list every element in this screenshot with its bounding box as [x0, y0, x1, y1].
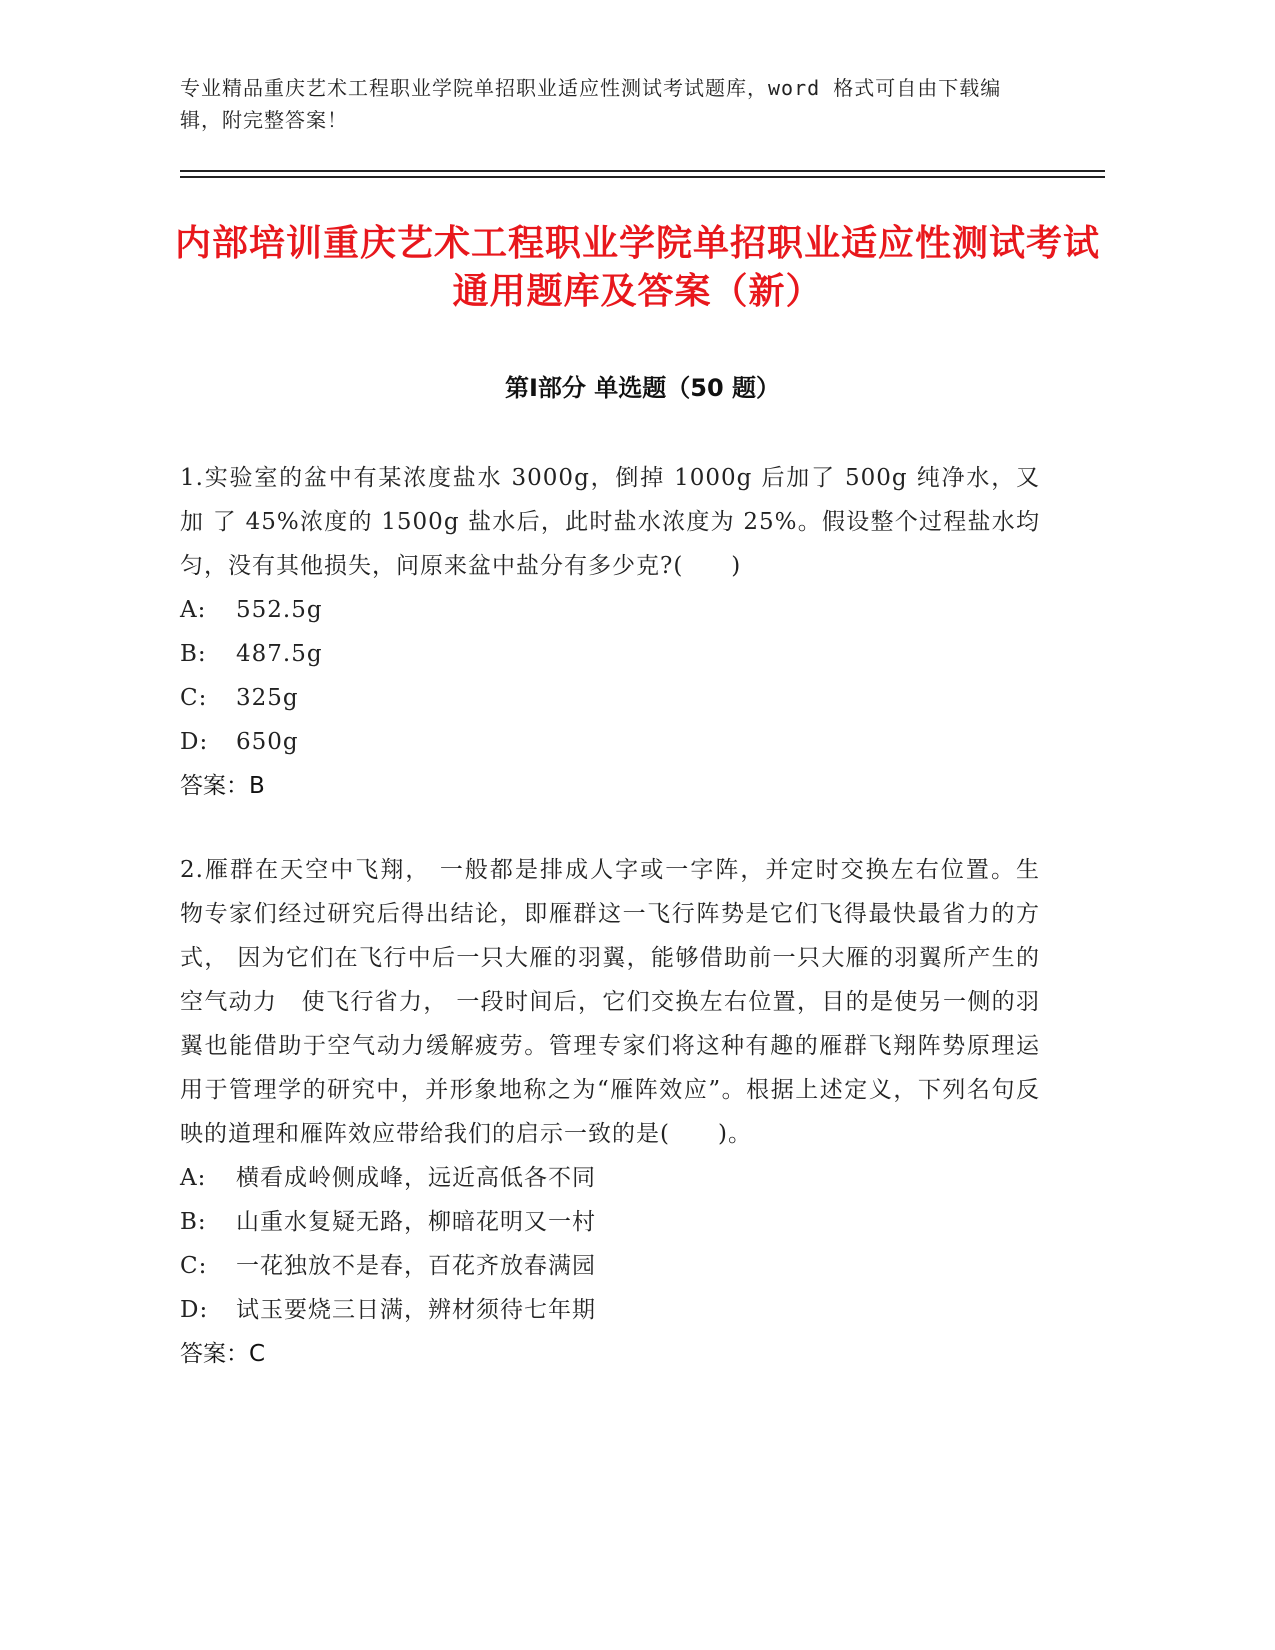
option-letter: C:	[180, 1253, 208, 1279]
question-1	[180, 456, 1040, 808]
option-b	[180, 1200, 1040, 1244]
option-letter: D:	[180, 729, 209, 755]
document-title: 内部培训重庆艺术工程职业学院单招职业适应性测试考试通用题库及答案（新）	[174, 223, 1100, 312]
option-b	[180, 632, 1040, 676]
option-letter: A:	[180, 1165, 207, 1191]
option-a	[180, 1156, 1040, 1200]
question-2	[180, 848, 1064, 1376]
option-text: 一花独放不是春，百花齐放春满园	[236, 1253, 596, 1279]
option-letter: C:	[180, 685, 208, 711]
option-text: 325g	[236, 685, 299, 711]
question-stem: 1.实验室的盆中有某浓度盐水 3000g，倒掉 1000g 后加了 500g 纯净水，又加 了 45%浓度的 1500g 盐水后，此时盐水浓度为 25%。假设整个过程盐水均匀，没有其他损失，问原来盆中盐分有多少克?( )	[180, 465, 1040, 579]
option-text: 横看成岭侧成峰，远近高低各不同	[236, 1165, 596, 1191]
header-divider-top	[180, 170, 1105, 172]
question-stem: 2.雁群在天空中飞翔， 一般都是排成人字或一字阵，并定时交换左右位置。生 物专家们经过研究后得出结论，即雁群这一飞行阵势是它们飞得最快最省力的方式， 因为它们在飞行中后一只大雁的羽翼，能够借助前一只大雁的羽翼所产生的空气动力 使飞行省力， 一段时间后，它们交换左右位置，目的是使另一侧的羽翼也能借助于空气动力缓解疲劳。管理专家们将这种有趣的雁群飞翔阵势原理运用于管理学的研究中，并形象地称之为“雁阵效应”。根据上述定义，下列名句反映的道理和雁阵效应带给我们的启示一致的是( )。	[180, 857, 1064, 1147]
section-title: 第Ⅰ部分 单选题（50 题）	[504, 374, 781, 402]
header-divider-bottom	[180, 176, 1105, 178]
option-letter: D:	[180, 1297, 209, 1323]
option-text: 试玉要烧三日满，辨材须待七年期	[236, 1297, 596, 1323]
header-note: 专业精品重庆艺术工程职业学院单招职业适应性测试考试题库，word 格式可自由下载编辑，附完整答案！	[180, 76, 1002, 132]
option-a	[180, 588, 1040, 632]
answer: 答案：C	[180, 1341, 266, 1367]
option-c	[180, 1244, 1040, 1288]
option-c	[180, 676, 1040, 720]
answer: 答案：B	[180, 773, 265, 799]
option-letter: B:	[180, 1209, 207, 1235]
option-text: 552.5g	[236, 597, 323, 623]
option-d	[180, 720, 1040, 764]
option-text: 487.5g	[236, 641, 323, 667]
option-d	[180, 1288, 1040, 1332]
option-text: 山重水复疑无路，柳暗花明又一村	[236, 1209, 596, 1235]
option-letter: B:	[180, 641, 207, 667]
option-letter: A:	[180, 597, 207, 623]
option-text: 650g	[236, 729, 299, 755]
